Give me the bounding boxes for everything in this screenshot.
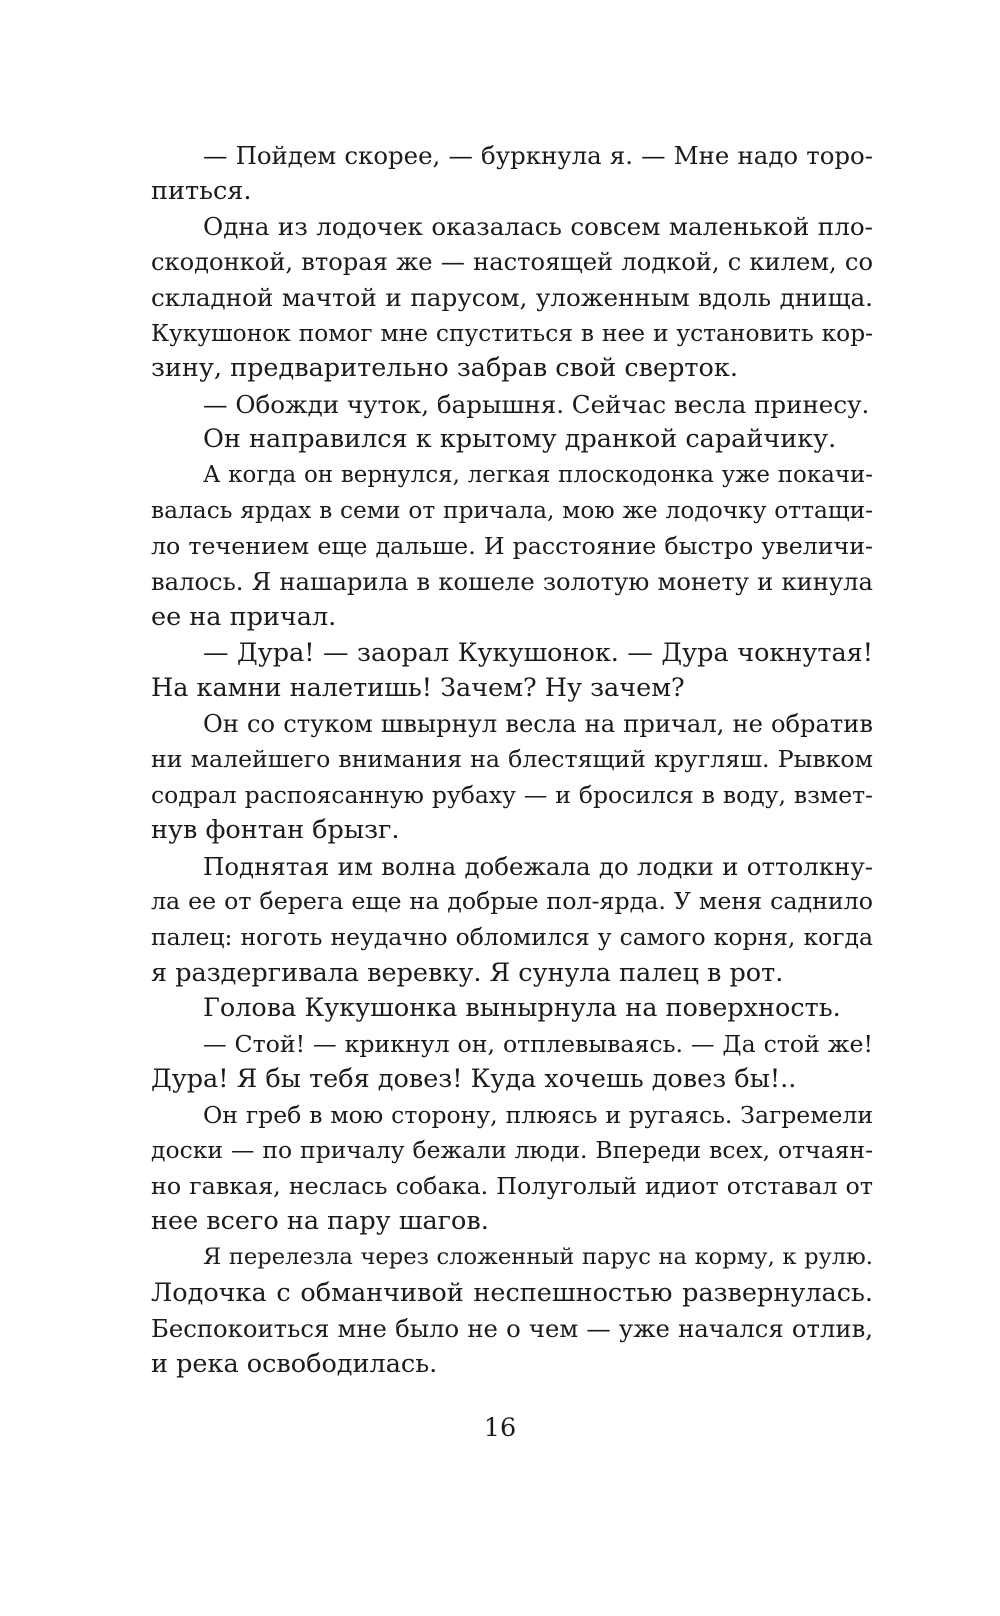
text-line: На камни налетишь! Зачем? Ну зачем? [151, 673, 685, 704]
text-line: валась ярдах в семи от причала, мою же лодочку оттащи- [151, 497, 873, 525]
body-text [151, 138, 873, 1382]
text-line: Беспокоиться мне было не о чем — уже начался отлив, [151, 1314, 873, 1344]
text-line: нув фонтан брызг. [151, 815, 400, 846]
text-line: зину, предварительно забрав свой сверток. [151, 353, 738, 384]
text-line: я раздергивала веревку. Я сунула палец в рот. [151, 957, 784, 988]
text-line: — Стой! — крикнул он, отплевываясь. — Да стой же! [203, 1029, 873, 1058]
text-line: доски — по причалу бежали люди. Впереди всех, отчаян- [151, 1136, 873, 1165]
text-line: Я перелезла через сложенный парус на корму, к рулю. [203, 1243, 873, 1270]
text-line: — Пойдем скорее, — буркнула я. — Мне надо торо- [203, 141, 873, 170]
text-line: нее всего на пару шагов. [151, 1206, 489, 1237]
paragraph [151, 209, 873, 387]
text-line: Дура! Я бы тебя довез! Куда хочешь довез бы!.. [151, 1064, 797, 1095]
paragraph [151, 991, 873, 1027]
paragraph [151, 422, 873, 458]
text-line: валось. Я нашарила в кошеле золотую монету и кинула [151, 567, 873, 596]
text-line: ло течением еще дальше. И расстояние быстро увеличи- [151, 532, 873, 561]
text-line: ла ее от берега еще на добрые пол-ярда. У меня саднило [151, 887, 873, 916]
paragraph [151, 1098, 873, 1240]
text-line: Голова Кукушонка вынырнула на поверхность. [203, 993, 841, 1024]
paragraph [151, 458, 873, 636]
paragraph [151, 849, 873, 991]
text-line: А когда он вернулся, легкая плоскодонка уже покачи- [203, 461, 873, 488]
text-line: но гавкая, неслась собака. Полуголый идиот отставал от [151, 1171, 873, 1200]
text-line: Поднятая им волна добежала до лодки и оттолкну- [203, 851, 873, 881]
text-line: ее на причал. [151, 602, 337, 633]
text-line: — Дура! — заорал Кукушонок. — Дура чокнутая! [203, 637, 873, 668]
paragraph [151, 707, 873, 849]
text-line: Он греб в мою сторону, плюясь и ругаясь. Загремели [203, 1100, 873, 1129]
paragraph [151, 138, 873, 209]
text-line: скодонкой, вторая же — настоящей лодкой, с килем, со [151, 247, 873, 276]
text-line: Он со стуком швырнул весла на причал, не обратив [203, 709, 873, 738]
text-line: Он направился к крытому дранкой сарайчику. [203, 424, 837, 455]
text-line: Лодочка с обманчивой неспешностью развернулась. [151, 1277, 873, 1308]
paragraph [151, 387, 873, 423]
paragraph [151, 1027, 873, 1098]
text-line: Одна из лодочек оказалась совсем маленькой пло- [203, 212, 873, 242]
text-line: содрал распоясанную рубаху — и бросился в воду, взмет- [151, 780, 873, 809]
paragraph [151, 1240, 873, 1382]
text-line: складной мачтой и парусом, уложенным вдоль днища. [151, 283, 873, 313]
text-line: ни малейшего внимания на блестящий кругляш. Рывком [151, 745, 873, 774]
text-line: питься. [151, 175, 252, 206]
paragraph [151, 636, 873, 707]
text-line: — Обожди чуток, барышня. Сейчас весла принесу. [203, 389, 870, 419]
page-number: 16 [483, 1413, 517, 1443]
text-line: палец: ноготь неудачно обломился у самого корня, когда [151, 923, 873, 952]
text-line: Кукушонок помог мне спуститься в нее и установить кор- [151, 319, 873, 347]
text-line: и река освободилась. [151, 1348, 438, 1379]
